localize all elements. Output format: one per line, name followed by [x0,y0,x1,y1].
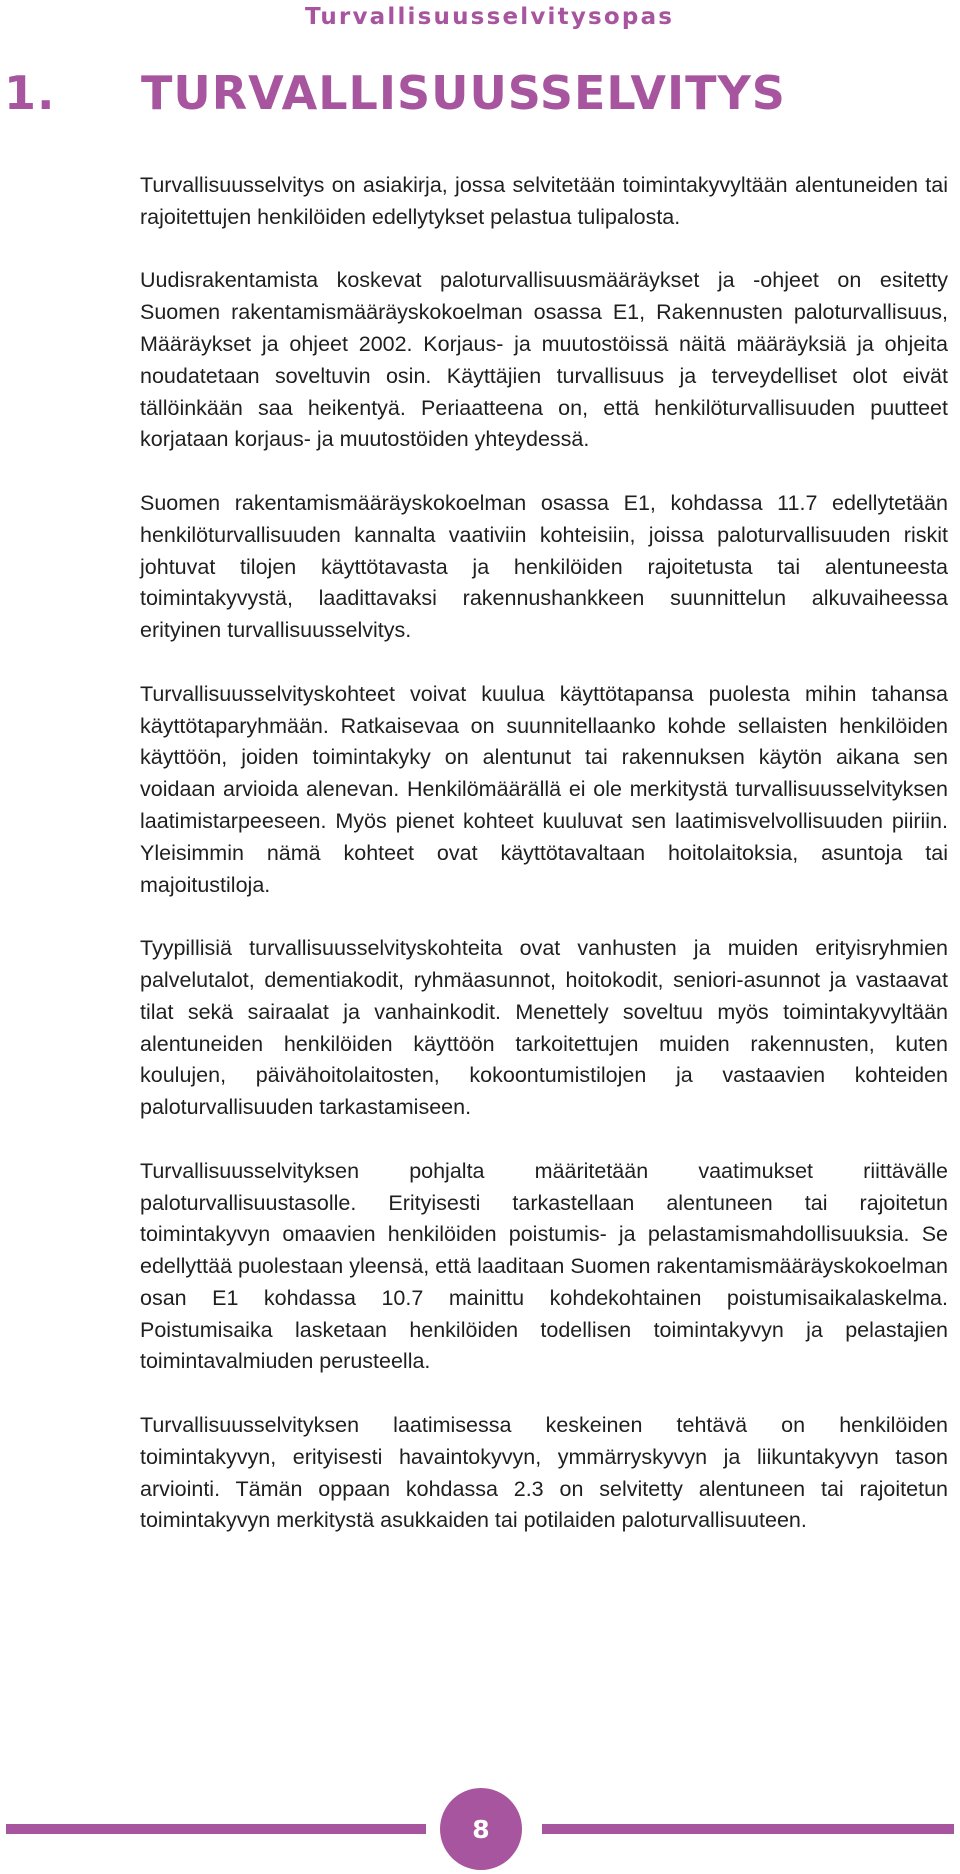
paragraph: Suomen rakentamismääräyskokoelman osassa E1, kohdassa 11.7 edellytetään henkilöturvallisuuden kannalta vaativiin kohteisiin, joissa paloturvallisuuden riskit johtuvat tilojen käyttötavasta ja henkilöiden rajoitetusta tai alentuneesta toimintakyvystä, laadittavaksi rakennushankkeen suunnittelun alkuvaiheessa erityinen turvallisuusselvitys. [140,490,948,643]
body-text [140,170,948,1569]
paragraph: Turvallisuusselvityskohteet voivat kuulua käyttötapansa puolesta mihin tahansa käyttötaparyhmään. Ratkaisevaa on suunnitellaanko kohde sellaisten henkilöiden käyttöön, joiden toimintakyky on alentunut tai rakennuksen käytön aikana sen voidaan arvioida alenevan. Henkilömäärällä ei ole merkitystä turvallisuusselvityksen laatimistarpeeseen. Myös pienet kohteet kuuluvat sen laatimisvelvollisuuden piiriin. Yleisimmin nämä kohteet ovat käyttötavaltaan hoitolaitoksia, asuntoja tai majoitustiloja. [140,681,948,897]
paragraph: Tyypillisiä turvallisuusselvityskohteita ovat vanhusten ja muiden erityisryhmien palvelutalot, dementiakodit, ryhmäasunnot, hoitokodit, seniori-asunnot ja vastaavat tilat sekä sairaalat ja vanhainkodit. Menettely soveltuu myös toimintakyvyltään alentuneiden henkilöiden käyttöön tarkoitettujen muiden rakennusten, kuten koulujen, päivähoitolaitosten, kokoontumistilojen ja vastaavien kohteiden paloturvallisuuden tarkastamiseen. [140,936,948,1120]
page-number-badge [440,1788,522,1870]
footer-divider-right [542,1824,954,1834]
paragraph: Turvallisuusselvitys on asiakirja, jossa selvitetään toimintakyvyltään alentuneiden tai rajoitettujen henkilöiden edellytykset pelastua tulipalosta. [140,173,948,229]
chapter-title: TURVALLISUUSSELVITYS [141,66,786,120]
paragraph: Turvallisuusselvityksen pohjalta määritetään vaatimukset riittävälle paloturvallisuustasolle. Erityisesti tarkastellaan alentuneen tai rajoitetun toimintakyvyn omaavien henkilöiden poistumis- ja pelastamismahdollisuuksia. Se edellyttää puolestaan yleensä, että laaditaan Suomen rakentamismääräyskokoelman osan E1 kohdassa 10.7 mainittu kohdekohtainen poistumisaikalaskelma. Poistumisaika lasketaan henkilöiden todellisen toimintakyvyn ja pelastajien toimintavalmiuden perusteella. [140,1158,948,1374]
running-header: Turvallisuusselvitysopas [305,4,675,30]
page-number: 8 [472,1814,490,1844]
paragraph: Turvallisuusselvityksen laatimisessa keskeinen tehtävä on henkilöiden toimintakyvyn, erityisesti havaintokyvyn, ymmärryskyvyn ja liikuntakyvyn tason arviointi. Tämän oppaan kohdassa 2.3 on selvitetty alentuneen tai rajoitetun toimintakyvyn merkitystä asukkaiden tai potilaiden paloturvallisuuteen. [140,1413,948,1533]
paragraph: Uudisrakentamista koskevat paloturvallisuusmääräykset ja -ohjeet on esitetty Suomen rakentamismääräyskokoelman osassa E1, Rakennusten paloturvallisuus, Määräykset ja ohjeet 2002. Korjaus- ja muutostöissä näitä määräyksiä ja ohjeita noudatetaan soveltuvin osin. Käyttäjien turvallisuus ja terveydelliset olot eivät tällöinkään saa heikentyä. Periaatteena on, että henkilöturvallisuuden puutteet korjataan korjaus- ja muutostöiden yhteydessä. [140,268,948,452]
chapter-number: 1. [4,66,56,120]
footer-divider-left [6,1824,426,1834]
chapter-heading [4,66,786,120]
